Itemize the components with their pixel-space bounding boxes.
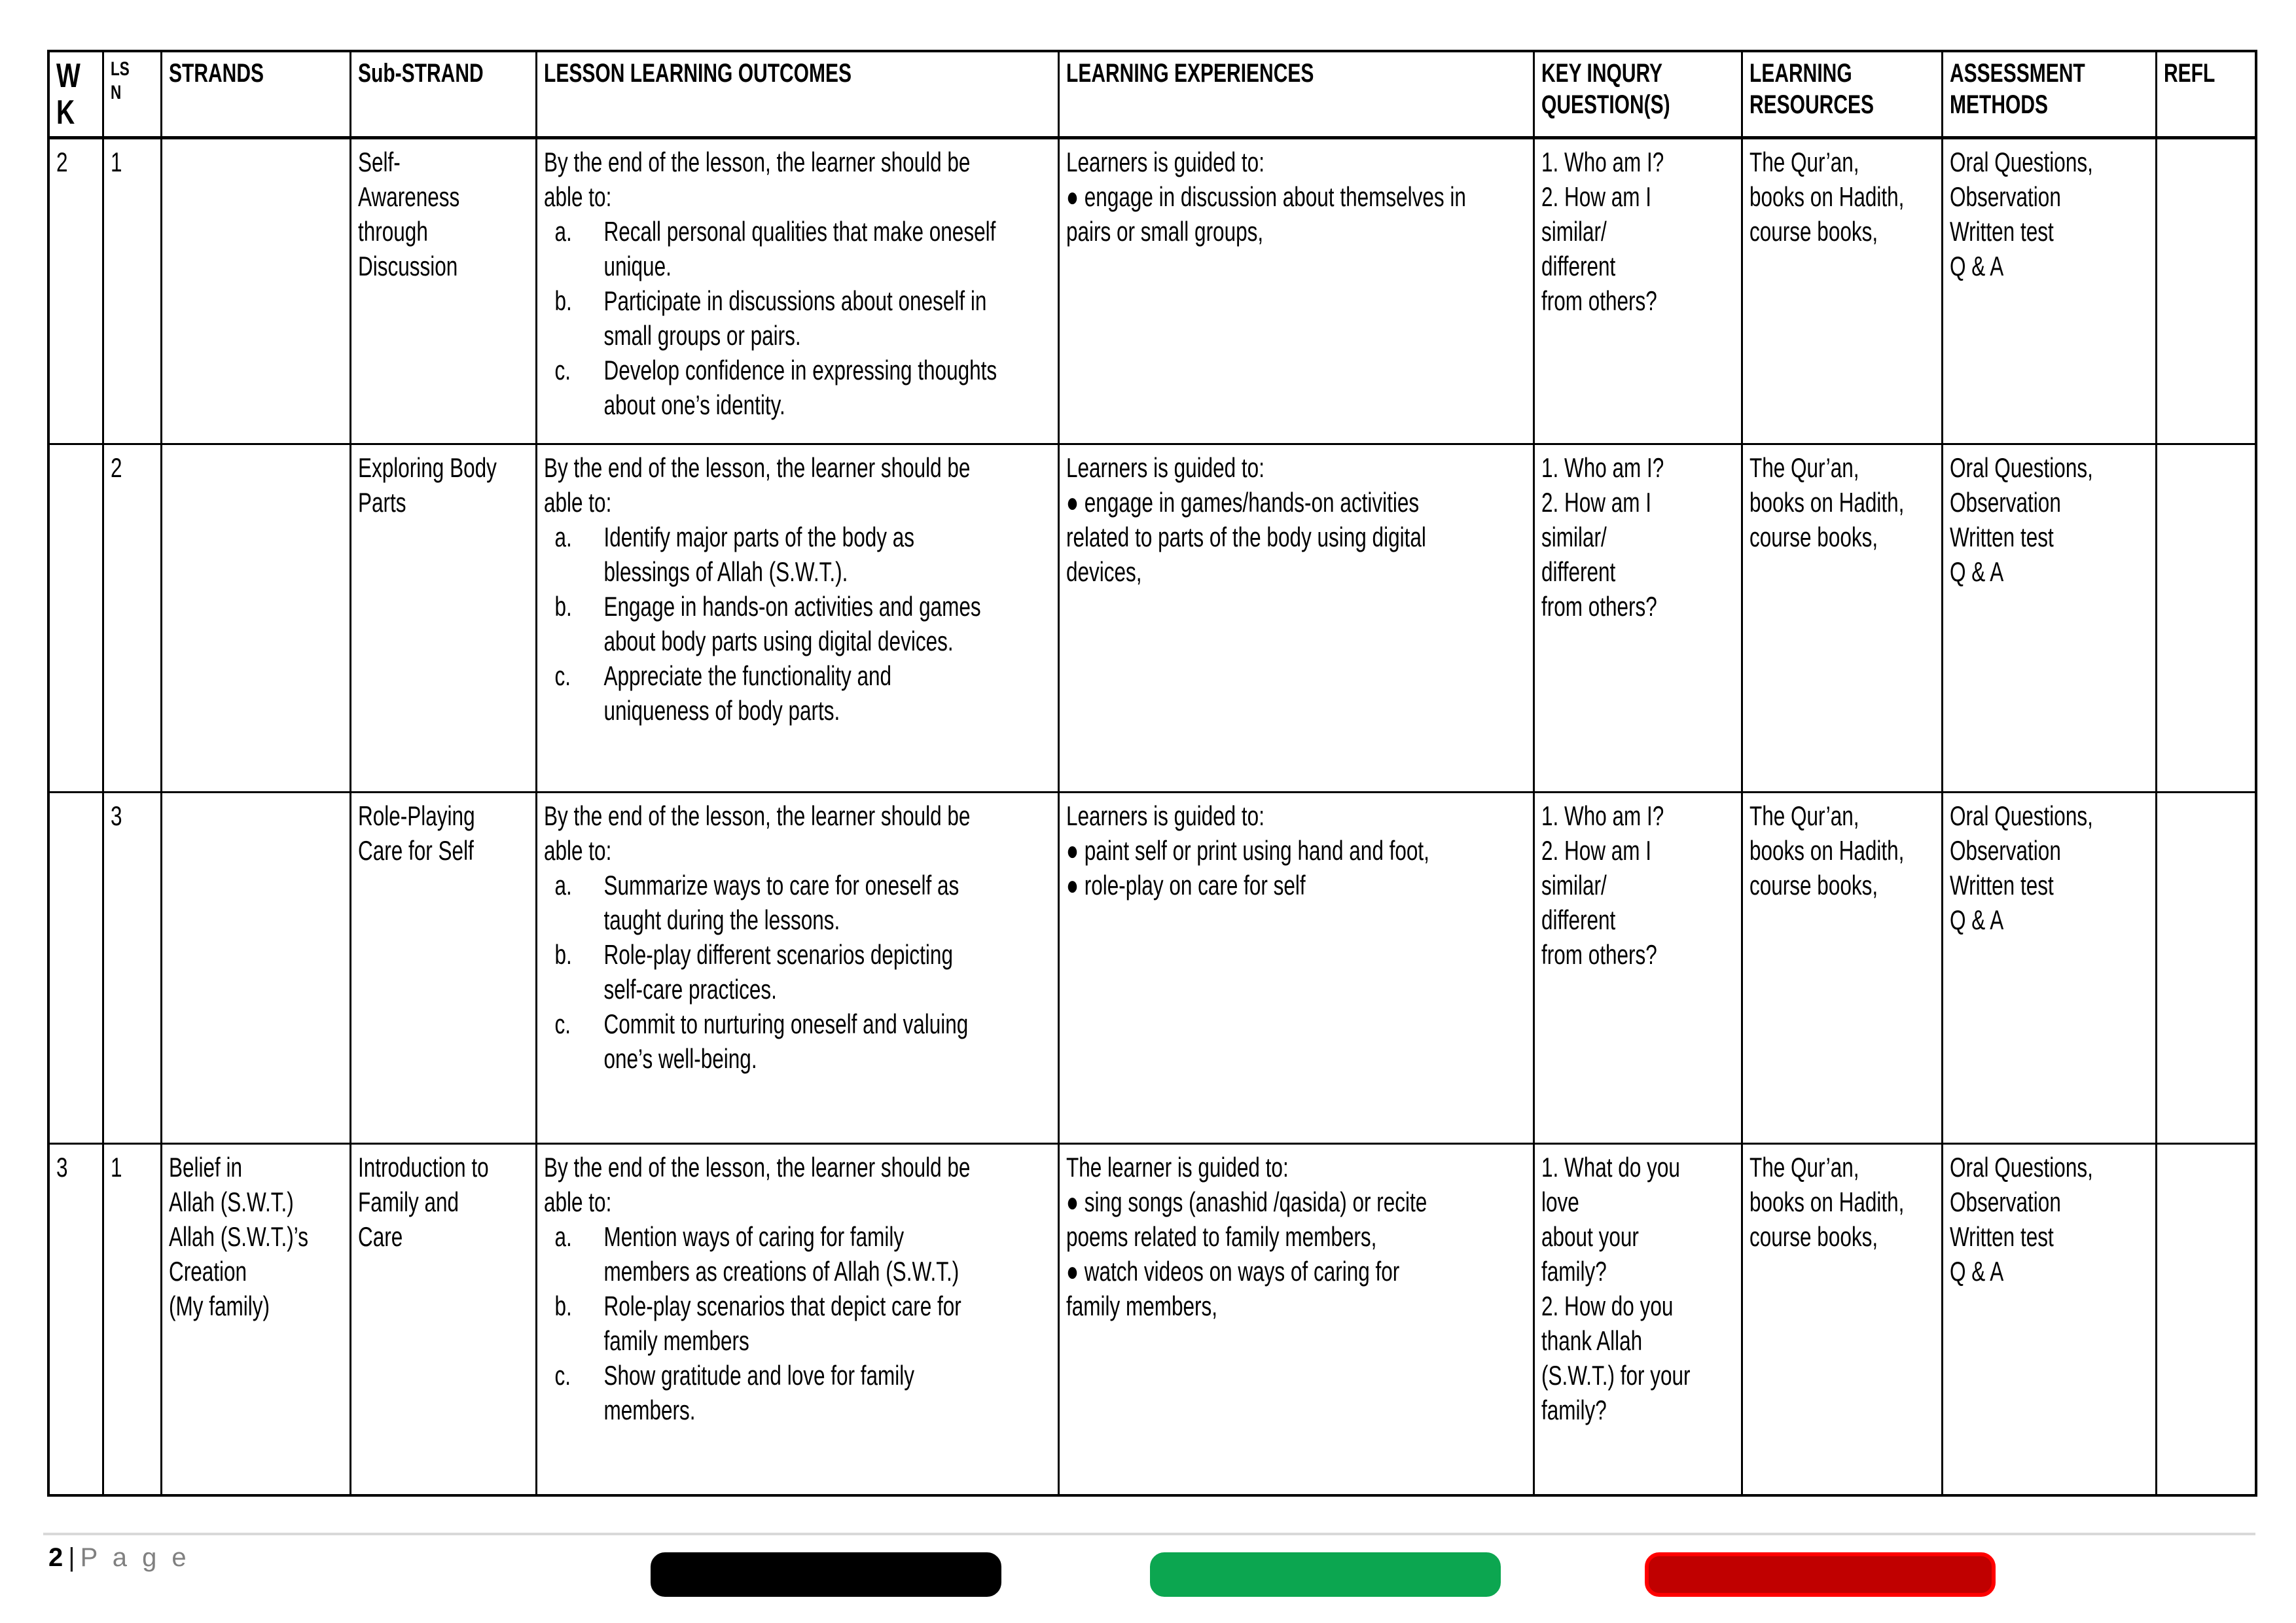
header-line: LESSON LEARNING OUTCOMES [543, 59, 852, 88]
header-refl [2156, 51, 2256, 138]
inquiry-line: different [1541, 904, 1615, 935]
assessment-line: Oral Questions, [1949, 800, 2093, 831]
inquiry-line: 1. Who am I? [1541, 452, 1664, 483]
assessment-line: Observation [1949, 181, 2061, 212]
outcome-line: Mention ways of caring for family [603, 1221, 904, 1252]
inquiry-line: family? [1541, 1395, 1607, 1425]
inquiry-line: similar/ [1541, 216, 1607, 247]
cell-content [1749, 58, 1935, 120]
resource-line: course books, [1749, 216, 1878, 247]
inquiry-line: from others? [1541, 285, 1657, 316]
resource-line: course books, [1749, 870, 1878, 901]
header-line: LEARNING [1749, 59, 1852, 88]
cell-resources [1742, 444, 1942, 793]
header-line: LEARNING EXPERIENCES [1066, 59, 1314, 88]
resource-line: The Qur’an, [1749, 147, 1859, 177]
page-number: 2 [48, 1543, 63, 1572]
cell-strands [161, 444, 350, 793]
cell-content [111, 450, 154, 485]
outcome-item-label: a. [554, 870, 572, 901]
outcome-item [544, 1358, 1051, 1427]
cell-inquiry [1534, 444, 1742, 793]
header-sub_strand [350, 51, 536, 138]
cell-content [1950, 1150, 2149, 1289]
cell-assessment [1942, 138, 2156, 444]
footer-separator: | [68, 1543, 75, 1572]
header-line: KEY INQURY [1541, 59, 1662, 88]
assessment-line: Written test [1949, 870, 2054, 901]
experience-intro-line: The learner is guided to: [1066, 1152, 1289, 1183]
assessment-line: Q & A [1949, 904, 2003, 935]
outcome-line: Participate in discussions about oneself in [603, 285, 986, 316]
header-lsn [103, 51, 161, 138]
outcome-item [544, 214, 1051, 283]
outcome-line: unique. [603, 251, 672, 281]
inquiry-line: from others? [1541, 591, 1657, 622]
cell-content [169, 58, 343, 89]
table-body [48, 138, 2256, 1495]
outcome-intro-line: able to: [543, 1186, 611, 1217]
scheme-of-work-table [47, 50, 2257, 1497]
cell-content [1541, 450, 1734, 624]
assessment-line: Oral Questions, [1949, 452, 2093, 483]
cell-strands [161, 793, 350, 1144]
bullet-line: family members, [1066, 1291, 1217, 1321]
strand-line: Allah (S.W.T.) [168, 1186, 294, 1217]
lesson-number: 1 [110, 1152, 122, 1183]
outcome-line: about one’s identity. [603, 389, 785, 420]
cell-lsn [103, 1144, 161, 1495]
header-wk [48, 51, 103, 138]
outcome-item [544, 658, 1051, 728]
outcome-item-text [603, 1219, 1050, 1289]
outcome-line: small groups or pairs. [603, 320, 801, 351]
cell-content [1541, 798, 1734, 972]
cell-content [111, 58, 154, 105]
cell-assessment [1942, 444, 2156, 793]
header-line: STRANDS [168, 59, 264, 88]
inquiry-line: 2. How am I [1541, 487, 1651, 518]
inquiry-line: thank Allah [1541, 1325, 1642, 1356]
strand-line: (My family) [168, 1291, 270, 1321]
outcome-item [544, 1007, 1051, 1076]
outcome-item-label: c. [554, 1360, 571, 1391]
cell-assessment [1942, 793, 2156, 1144]
inquiry-line: similar/ [1541, 870, 1607, 901]
bullet-line: related to parts of the body using digital [1066, 522, 1426, 552]
outcome-line: about body parts using digital devices. [603, 626, 954, 656]
outcome-item-text [603, 214, 1050, 283]
outcome-item-text [603, 658, 1050, 728]
resource-line: The Qur’an, [1749, 1152, 1859, 1183]
outcome-item-label: c. [554, 660, 571, 691]
cell-resources [1742, 138, 1942, 444]
week-number: 2 [56, 147, 68, 177]
outcome-line: uniqueness of body parts. [603, 695, 840, 726]
outcome-line: Role-play scenarios that depict care for [603, 1291, 961, 1321]
sub-strand-line: Exploring Body [357, 452, 497, 483]
inquiry-line: 2. How do you [1541, 1291, 1673, 1321]
outcome-item [544, 520, 1051, 589]
cell-content [544, 450, 1051, 728]
outcome-line: Recall personal qualities that make oneself [603, 216, 996, 247]
cell-wk [48, 444, 103, 793]
outcome-item [544, 1219, 1051, 1289]
outcome-line: self-care practices. [603, 974, 777, 1005]
outcome-line: family members [603, 1325, 749, 1356]
cell-content [1541, 145, 1734, 318]
bullet-line: ● engage in games/hands-on activities [1066, 487, 1419, 518]
bullet-line: ● engage in discussion about themselves in [1066, 181, 1466, 212]
cell-refl [2156, 444, 2256, 793]
cell-content [1950, 450, 2149, 589]
inquiry-line: (S.W.T.) for your [1541, 1360, 1691, 1391]
sub-strand-line: Discussion [357, 251, 457, 281]
outcome-line: blessings of Allah (S.W.T.). [603, 556, 848, 587]
outcome-item-label: c. [554, 1008, 571, 1039]
header-inquiry [1534, 51, 1742, 138]
outcome-line: Identify major parts of the body as [603, 522, 914, 552]
resource-line: The Qur’an, [1749, 800, 1859, 831]
resource-line: books on Hadith, [1749, 835, 1904, 866]
inquiry-line: 1. What do you [1541, 1152, 1680, 1183]
inquiry-line: from others? [1541, 939, 1657, 970]
cell-content [56, 1150, 95, 1185]
outcome-item-text [603, 937, 1050, 1007]
cell-strands [161, 1144, 350, 1495]
assessment-line: Q & A [1949, 251, 2003, 281]
bullet-line: ● role-play on care for self [1066, 870, 1306, 901]
cell-content [111, 1150, 154, 1185]
cell-content [1541, 1150, 1734, 1427]
page-number-label [48, 1542, 190, 1573]
outcome-item [544, 589, 1051, 658]
bullet-line: ● sing songs (anashid /qasida) or recite [1066, 1186, 1427, 1217]
footer-divider [43, 1533, 2255, 1535]
cell-content [1066, 798, 1526, 902]
cell-content [1950, 145, 2149, 283]
outcome-item-text [603, 353, 1050, 422]
cell-outcomes [536, 138, 1058, 444]
table-row [48, 444, 2256, 793]
experience-intro-line: Learners is guided to: [1066, 147, 1265, 177]
outcome-line: Appreciate the functionality and [603, 660, 891, 691]
cell-inquiry [1534, 138, 1742, 444]
sub-strand-line: Role-Playing [357, 800, 475, 831]
cell-content [111, 798, 154, 833]
cell-strands [161, 138, 350, 444]
header-line: LS [110, 58, 130, 80]
cell-resources [1742, 793, 1942, 1144]
header-strands [161, 51, 350, 138]
outcome-line: Commit to nurturing oneself and valuing [603, 1008, 968, 1039]
outcome-item [544, 353, 1051, 422]
outcome-item-text [603, 868, 1050, 937]
header-assessment [1942, 51, 2156, 138]
cell-experiences [1058, 793, 1534, 1144]
header-line: QUESTION(S) [1541, 90, 1670, 119]
lesson-number: 1 [110, 147, 122, 177]
inquiry-line: about your [1541, 1221, 1639, 1252]
inquiry-line: different [1541, 556, 1615, 587]
cell-lsn [103, 793, 161, 1144]
bullet-line: ● watch videos on ways of caring for [1066, 1256, 1399, 1287]
resource-line: course books, [1749, 1221, 1878, 1252]
assessment-line: Written test [1949, 522, 2054, 552]
assessment-line: Observation [1949, 835, 2061, 866]
bullet-line: poems related to family members, [1066, 1221, 1376, 1252]
cell-content [2164, 58, 2248, 89]
sub-strand-line: through [357, 216, 428, 247]
header-line: REFL [2163, 59, 2215, 88]
cell-outcomes [536, 444, 1058, 793]
outcome-item-text [603, 589, 1050, 658]
experience-intro-line: Learners is guided to: [1066, 800, 1265, 831]
resource-line: books on Hadith, [1749, 487, 1904, 518]
outcome-item-text [603, 1358, 1050, 1427]
cell-experiences [1058, 1144, 1534, 1495]
sub-strand-line: Parts [357, 487, 406, 518]
header-line: N [110, 82, 121, 103]
table-row [48, 793, 2256, 1144]
outcome-item-label: c. [554, 355, 571, 385]
cell-content [1950, 798, 2149, 937]
outcome-intro-line: By the end of the lesson, the learner should be [543, 800, 970, 831]
header-outcomes [536, 51, 1058, 138]
lesson-number: 3 [110, 800, 122, 831]
cell-content [358, 145, 529, 283]
sub-strand-line: Self- [357, 147, 401, 177]
cell-content [1749, 1150, 1935, 1254]
resource-line: books on Hadith, [1749, 1186, 1904, 1217]
header-resources [1742, 51, 1942, 138]
header-experiences [1058, 51, 1534, 138]
cell-content [358, 450, 529, 520]
week-number: 3 [56, 1152, 68, 1183]
outcome-intro-line: By the end of the lesson, the learner should be [543, 147, 970, 177]
lesson-number: 2 [110, 452, 122, 483]
cell-sub-strand [350, 138, 536, 444]
black-redaction-bar [651, 1552, 1001, 1597]
cell-sub-strand [350, 1144, 536, 1495]
strand-line: Belief in [168, 1152, 242, 1183]
cell-content [544, 145, 1051, 422]
cell-outcomes [536, 793, 1058, 1144]
outcome-line: members as creations of Allah (S.W.T.) [603, 1256, 959, 1287]
outcome-line: Role-play different scenarios depicting [603, 939, 953, 970]
outcome-item-label: a. [554, 522, 572, 552]
cell-wk [48, 793, 103, 1144]
cell-sub-strand [350, 793, 536, 1144]
assessment-line: Oral Questions, [1949, 147, 2093, 177]
cell-outcomes [536, 1144, 1058, 1495]
inquiry-line: family? [1541, 1256, 1607, 1287]
cell-content [358, 58, 529, 89]
cell-inquiry [1534, 793, 1742, 1144]
sub-strand-line: Introduction to [357, 1152, 489, 1183]
sub-strand-line: Care for Self [357, 835, 474, 866]
outcome-line: Show gratitude and love for family [603, 1360, 914, 1391]
inquiry-line: love [1541, 1186, 1579, 1217]
assessment-line: Observation [1949, 487, 2061, 518]
green-redaction-bar [1150, 1552, 1501, 1597]
resource-line: The Qur’an, [1749, 452, 1859, 483]
outcome-line: members. [603, 1395, 696, 1425]
header-line: W [56, 57, 81, 95]
cell-refl [2156, 793, 2256, 1144]
outcome-item [544, 937, 1051, 1007]
header-line: Sub-STRAND [357, 59, 484, 88]
resource-line: books on Hadith, [1749, 181, 1904, 212]
table-row [48, 1144, 2256, 1495]
outcome-item-label: a. [554, 1221, 572, 1252]
assessment-line: Written test [1949, 216, 2054, 247]
header-row [48, 51, 2256, 138]
cell-experiences [1058, 138, 1534, 444]
assessment-line: Written test [1949, 1221, 2054, 1252]
table-head [48, 51, 2256, 138]
outcome-intro-line: By the end of the lesson, the learner should be [543, 1152, 970, 1183]
cell-content [544, 1150, 1051, 1427]
cell-lsn [103, 444, 161, 793]
outcome-item [544, 283, 1051, 353]
cell-content [1749, 450, 1935, 554]
cell-content [111, 145, 154, 179]
outcome-line: Develop confidence in expressing thoughts [603, 355, 997, 385]
header-line: K [56, 94, 75, 132]
outcome-item-label: b. [554, 591, 572, 622]
cell-resources [1742, 1144, 1942, 1495]
outcome-intro-line: By the end of the lesson, the learner should be [543, 452, 970, 483]
outcome-item-label: b. [554, 939, 572, 970]
cell-assessment [1942, 1144, 2156, 1495]
sub-strand-line: Awareness [357, 181, 459, 212]
cell-experiences [1058, 444, 1534, 793]
outcome-item-label: b. [554, 1291, 572, 1321]
cell-content [169, 1150, 343, 1323]
cell-refl [2156, 1144, 2256, 1495]
bullet-line: pairs or small groups, [1066, 216, 1263, 247]
outcome-line: taught during the lessons. [603, 904, 840, 935]
cell-inquiry [1534, 1144, 1742, 1495]
outcome-item-text [603, 1289, 1050, 1358]
inquiry-line: 2. How am I [1541, 835, 1651, 866]
experience-intro-line: Learners is guided to: [1066, 452, 1265, 483]
outcome-item-label: a. [554, 216, 572, 247]
cell-content [1541, 58, 1734, 120]
cell-content [1066, 1150, 1526, 1323]
inquiry-line: 1. Who am I? [1541, 800, 1664, 831]
outcome-line: one’s well-being. [603, 1043, 757, 1074]
inquiry-line: different [1541, 251, 1615, 281]
cell-wk [48, 138, 103, 444]
outcome-line: Summarize ways to care for oneself as [603, 870, 959, 901]
outcome-item-text [603, 520, 1050, 589]
cell-content [1749, 798, 1935, 902]
outcome-intro-line: able to: [543, 487, 611, 518]
cell-content [544, 58, 1051, 89]
header-line: RESOURCES [1749, 90, 1874, 119]
bullet-line: devices, [1066, 556, 1142, 587]
assessment-line: Oral Questions, [1949, 1152, 2093, 1183]
outcome-item-label: b. [554, 285, 572, 316]
bullet-line: ● paint self or print using hand and foot, [1066, 835, 1429, 866]
cell-wk [48, 1144, 103, 1495]
resource-line: course books, [1749, 522, 1878, 552]
cell-content [1749, 145, 1935, 249]
inquiry-line: similar/ [1541, 522, 1607, 552]
sub-strand-line: Family and [357, 1186, 459, 1217]
outcome-item-text [603, 1007, 1050, 1076]
outcome-item [544, 868, 1051, 937]
cell-content [358, 1150, 529, 1254]
outcome-item [544, 1289, 1051, 1358]
outcome-intro-line: able to: [543, 835, 611, 866]
assessment-line: Q & A [1949, 1256, 2003, 1287]
header-line: METHODS [1949, 90, 2048, 119]
cell-content [1066, 145, 1526, 249]
cell-content [56, 145, 95, 179]
strand-line: Allah (S.W.T.)’s [168, 1221, 308, 1252]
cell-content [56, 58, 95, 131]
page-word: P a g e [80, 1543, 190, 1572]
outcome-item-text [603, 283, 1050, 353]
header-line: ASSESSMENT [1949, 59, 2085, 88]
assessment-line: Q & A [1949, 556, 2003, 587]
cell-content [1950, 58, 2149, 120]
cell-refl [2156, 138, 2256, 444]
cell-lsn [103, 138, 161, 444]
red-redaction-bar [1645, 1552, 1996, 1597]
outcome-intro-line: able to: [543, 181, 611, 212]
cell-content [1066, 58, 1526, 89]
inquiry-line: 2. How am I [1541, 181, 1651, 212]
outcome-line: Engage in hands-on activities and games [603, 591, 981, 622]
assessment-line: Observation [1949, 1186, 2061, 1217]
cell-content [1066, 450, 1526, 589]
strand-line: Creation [168, 1256, 247, 1287]
inquiry-line: 1. Who am I? [1541, 147, 1664, 177]
cell-sub-strand [350, 444, 536, 793]
table-row [48, 138, 2256, 444]
cell-content [358, 798, 529, 868]
cell-content [544, 798, 1051, 1076]
sub-strand-line: Care [357, 1221, 403, 1252]
